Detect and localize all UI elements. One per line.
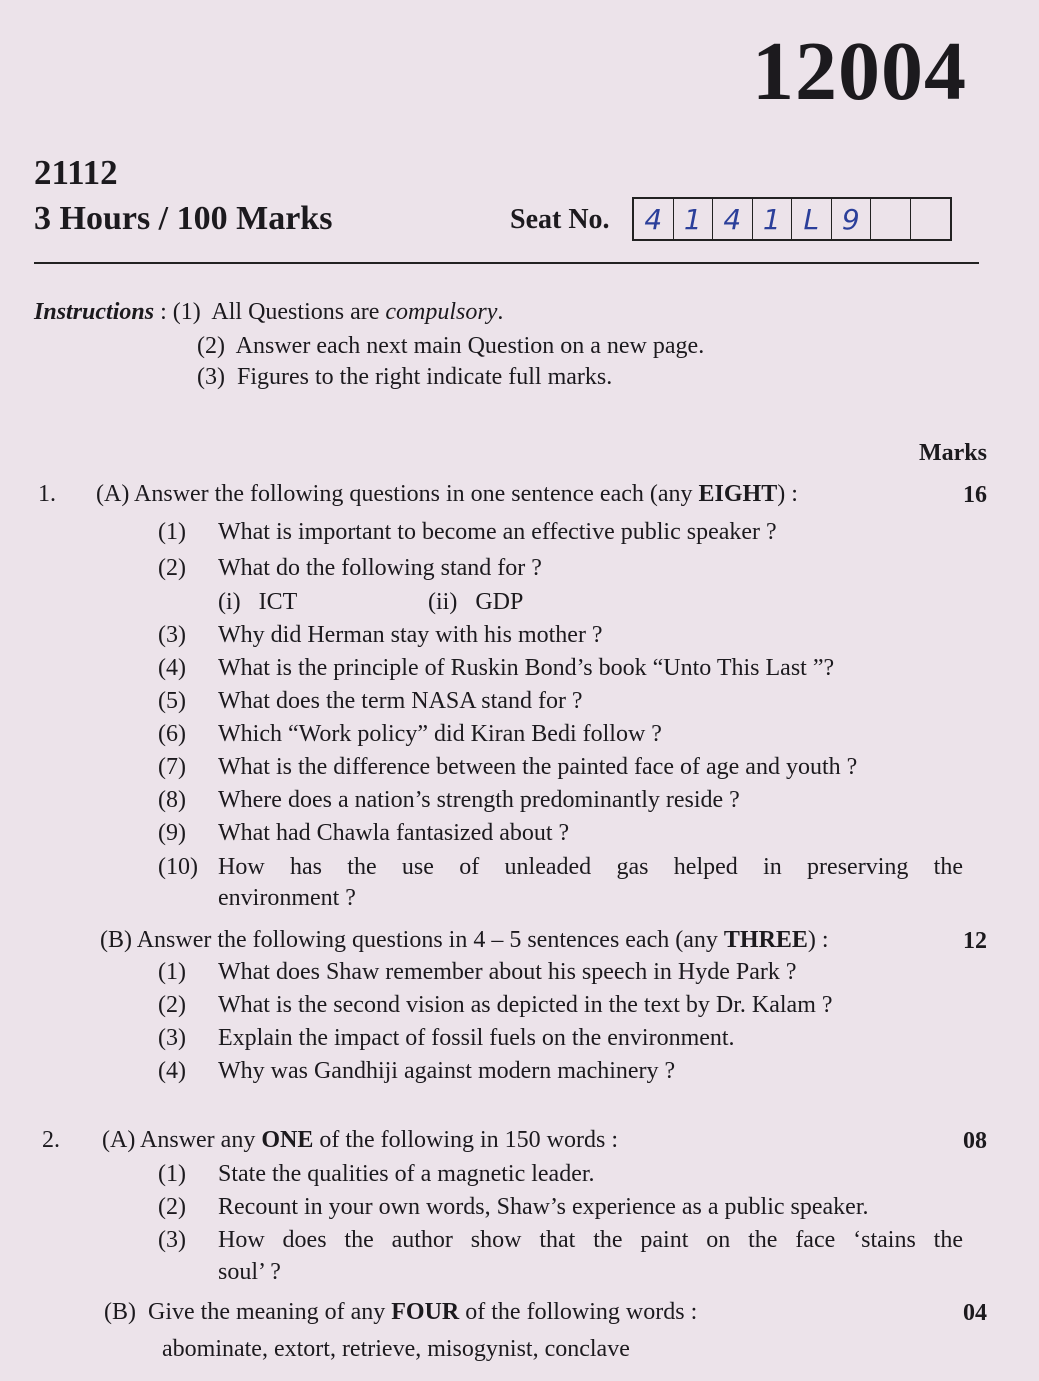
question-item: Why was Gandhiji against modern machinery ? (218, 1058, 676, 1084)
header-divider (34, 262, 979, 264)
question-item: What is the difference between the painted face of age and youth ? (218, 754, 858, 780)
q1b-heading (100, 928, 829, 952)
vocabulary-words: abominate, extort, retrieve, misogynist, conclave (162, 1336, 630, 1362)
instruction-period: . (497, 299, 504, 325)
q1a-marks: 16 (963, 482, 987, 508)
q1a-text: Answer the following questions in one sentence each (any (134, 481, 699, 507)
question-item: What do the following stand for ? (218, 555, 542, 581)
item-number: (6) (158, 721, 186, 747)
instruction-text: Figures to the right indicate full marks. (236, 364, 613, 390)
item-number: (4) (158, 1058, 186, 1084)
subject-code: 21112 (34, 153, 118, 192)
instruction-1 (34, 300, 503, 324)
item-number: (7) (158, 754, 186, 780)
paper-code: 12004 (752, 25, 967, 118)
q2b-label: (B) (104, 1299, 136, 1325)
item-number: (1) (158, 519, 186, 545)
q2b-text-end: of the following words : (459, 1299, 698, 1325)
q1b-label: (B) (100, 927, 132, 953)
question-item: Why did Herman stay with his mother ? (218, 622, 603, 648)
item-number: (2) (158, 1194, 186, 1220)
q2a-label: (A) (102, 1127, 136, 1153)
q1a-bold: EIGHT (698, 481, 778, 507)
q1b-bold: THREE (723, 927, 808, 953)
q2a-bold: ONE (261, 1127, 314, 1153)
item-number: (3) (158, 1025, 186, 1051)
sub-item-text: GDP (475, 589, 524, 615)
seat-digit: 1 (674, 199, 714, 239)
q1b-marks: 12 (963, 928, 987, 954)
instruction-number: (1) (172, 299, 201, 325)
item-number: (10) (158, 854, 198, 880)
instruction-number: (3) (197, 364, 225, 390)
q2a-text: Answer any (140, 1127, 262, 1153)
seat-digit: L (792, 199, 832, 239)
item-number: (3) (158, 622, 186, 648)
question-item: Recount in your own words, Shaw’s experience as a public speaker. (218, 1194, 869, 1220)
q1a-heading (96, 482, 798, 506)
q1b-text: Answer the following questions in 4 – 5 sentences each (any (136, 927, 724, 953)
seat-digit (911, 199, 951, 239)
sub-item-label: (ii) (428, 589, 458, 615)
seat-number-boxes (632, 197, 952, 241)
question-item: What had Chawla fantasized about ? (218, 820, 570, 846)
sub-item-ii (428, 590, 523, 614)
item-number: (9) (158, 820, 186, 846)
instruction-number: (2) (197, 333, 225, 359)
item-number: (2) (158, 555, 186, 581)
question-number: 2. (42, 1127, 60, 1153)
q2a-heading (102, 1128, 618, 1152)
instruction-2 (197, 334, 704, 358)
question-item-continued: soul’ ? (218, 1259, 281, 1285)
q2b-heading (104, 1300, 697, 1324)
question-item: What is the principle of Ruskin Bond’s book “Unto This Last ”? (218, 655, 835, 681)
question-number: 1. (38, 481, 56, 507)
duration-marks: 3 Hours / 100 Marks (34, 200, 333, 237)
item-number: (1) (158, 1161, 186, 1187)
seat-digit: 1 (753, 199, 793, 239)
question-item: What is important to become an effective public speaker ? (218, 519, 777, 545)
q2b-bold: FOUR (391, 1299, 460, 1325)
question-item: How has the use of unleaded gas helped in preserving the (218, 854, 963, 880)
seat-digit: 9 (832, 199, 872, 239)
question-item: How does the author show that the paint on the face ‘stains the (218, 1227, 963, 1253)
question-item: What does Shaw remember about his speech in Hyde Park ? (218, 959, 797, 985)
q2a-marks: 08 (963, 1128, 987, 1154)
sub-item-text: ICT (258, 589, 298, 615)
question-item: What is the second vision as depicted in the text by Dr. Kalam ? (218, 992, 833, 1018)
question-item-continued: environment ? (218, 885, 356, 911)
question-item: Where does a nation’s strength predominantly reside ? (218, 787, 740, 813)
item-number: (3) (158, 1227, 186, 1253)
q1b-text-end: ) : (807, 927, 829, 953)
sub-item-label: (i) (218, 589, 241, 615)
instruction-3 (197, 365, 612, 389)
marks-heading: Marks (919, 440, 987, 466)
item-number: (4) (158, 655, 186, 681)
q1a-label: (A) (96, 481, 130, 507)
seat-digit: 4 (634, 199, 674, 239)
instructions-title: Instructions (34, 299, 155, 325)
question-item: Explain the impact of fossil fuels on the environment. (218, 1025, 735, 1051)
question-item: What does the term NASA stand for ? (218, 688, 583, 714)
q2b-text: Give the meaning of any (148, 1299, 392, 1325)
q2a-text-end: of the following in 150 words : (313, 1127, 618, 1153)
seat-digit: 4 (713, 199, 753, 239)
instruction-emphasis: compulsory (385, 299, 498, 325)
q1a-text-end: ) : (777, 481, 798, 507)
question-item: Which “Work policy” did Kiran Bedi follow ? (218, 721, 662, 747)
sub-item-i (218, 590, 297, 614)
item-number: (8) (158, 787, 186, 813)
instructions-colon: : (160, 299, 167, 325)
item-number: (2) (158, 992, 186, 1018)
seat-label: Seat No. (510, 204, 610, 235)
item-number: (1) (158, 959, 186, 985)
seat-digit (871, 199, 911, 239)
item-number: (5) (158, 688, 186, 714)
instruction-text: All Questions are (211, 299, 386, 325)
q2b-marks: 04 (963, 1300, 987, 1326)
instruction-text: Answer each next main Question on a new page. (235, 333, 705, 359)
question-item: State the qualities of a magnetic leader. (218, 1161, 595, 1187)
